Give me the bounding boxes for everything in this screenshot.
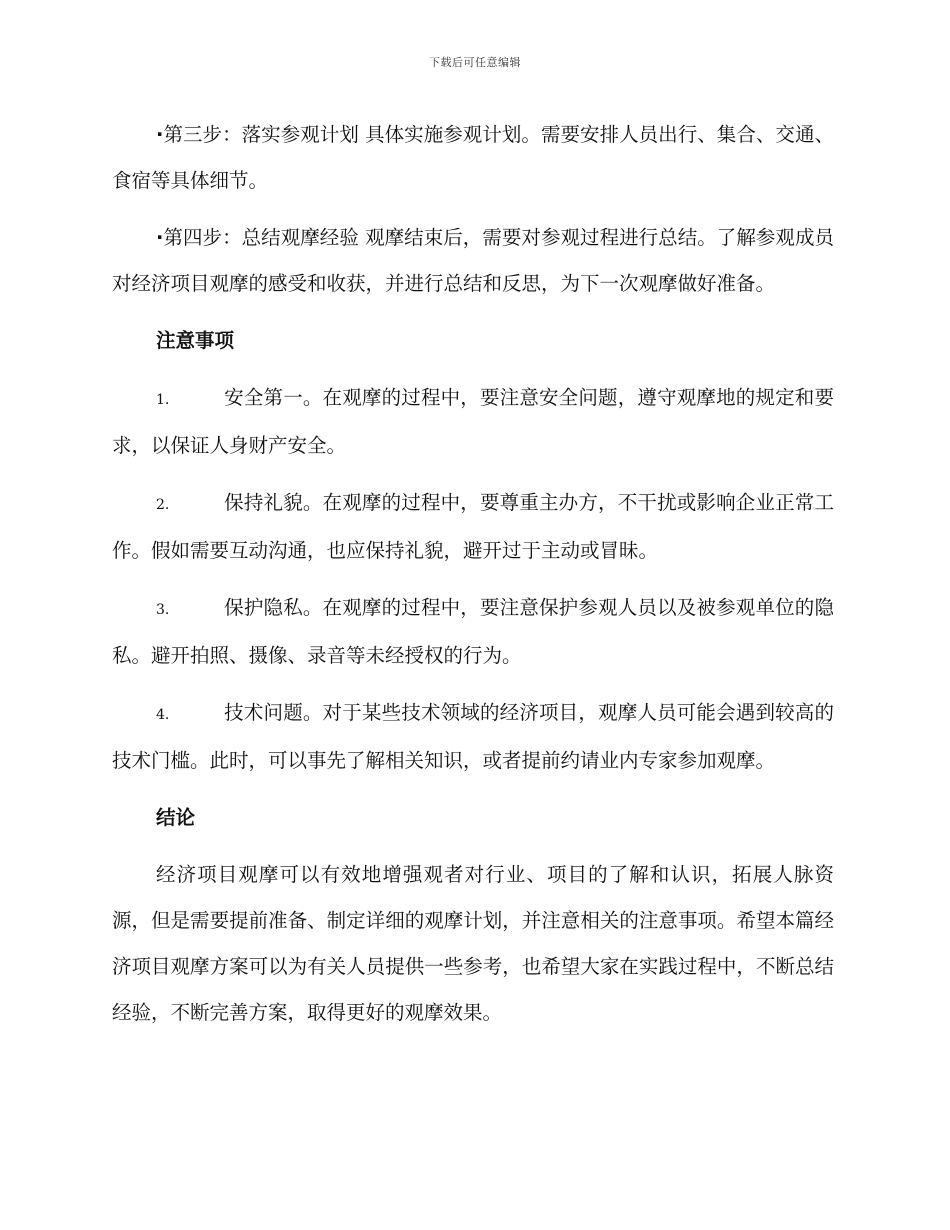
list-item-number: 2. bbox=[156, 497, 170, 513]
step-three-text: 第三步：落实参观计划 具体实施参观计划。需要安排人员出行、集合、交通、食宿等具体细节。 bbox=[112, 123, 834, 192]
list-item-text: 保护隐私。在观摩的过程中，要注意保护参观人员以及被参观单位的隐私。避开拍照、摄像、录音等未经授权的行为。 bbox=[112, 596, 834, 667]
list-item bbox=[112, 480, 834, 574]
list-item-number: 3. bbox=[156, 602, 170, 618]
list-item-number: 1. bbox=[156, 392, 170, 408]
list-item bbox=[112, 585, 834, 679]
notes-heading: 注意事项 bbox=[156, 329, 235, 352]
step-four-text: 第四步：总结观摩经验 观摩结束后，需要对参观过程进行总结。了解参观成员对经济项目观摩的感受和收获，并进行总结和反思，为下一次观摩做好准备。 bbox=[112, 226, 834, 295]
list-item-text: 技术问题。对于某些技术领域的经济项目，观摩人员可能会遇到较高的技术门槛。此时，可以事先了解相关知识，或者提前约请业内专家参加观摩。 bbox=[112, 701, 834, 772]
bullet-icon: · bbox=[156, 226, 164, 249]
conclusion-paragraph: 经济项目观摩可以有效地增强观者对行业、项目的了解和认识，拓展人脉资源，但是需要提前准备、制定详细的观摩计划，并注意相关的注意事项。希望本篇经济项目观摩方案可以为有关人员提供一些参考，也希望大家在实践过程中，不断总结经验，不断完善方案，取得更好的观摩效果。 bbox=[112, 863, 834, 1024]
step-three-paragraph bbox=[112, 112, 834, 204]
bullet-icon: · bbox=[156, 123, 164, 146]
step-four-paragraph bbox=[112, 215, 834, 307]
list-item-text: 安全第一。在观摩的过程中，要注意安全问题，遵守观摩地的规定和要求，以保证人身财产安全。 bbox=[112, 386, 834, 457]
conclusion-heading: 结论 bbox=[156, 806, 196, 829]
document-body bbox=[112, 112, 834, 1047]
list-item-text: 保持礼貌。在观摩的过程中，要尊重主办方，不干扰或影响企业正常工作。假如需要互动沟通，也应保持礼貌，避开过于主动或冒昧。 bbox=[112, 491, 834, 562]
list-item-number: 4. bbox=[156, 707, 170, 723]
header-note: 下载后可任意编辑 bbox=[429, 56, 521, 69]
list-item bbox=[112, 375, 834, 469]
list-item bbox=[112, 690, 834, 784]
